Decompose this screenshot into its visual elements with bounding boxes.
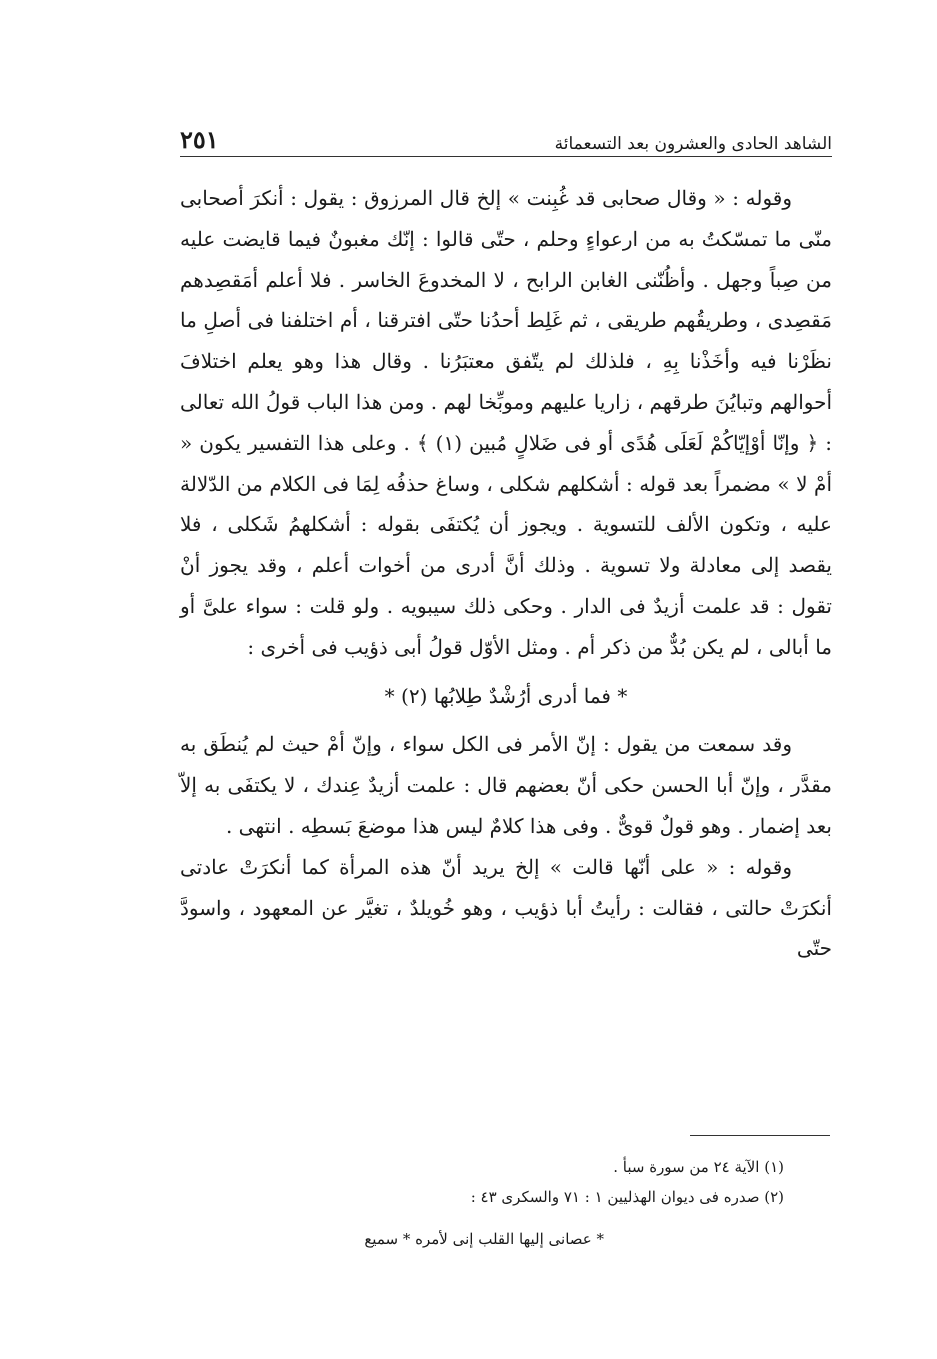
footnote-2: (٢) صدره فى ديوان الهذليين ١ : ٧١ والسكرى ٤٣ : [470,1188,784,1206]
header-title: الشاهد الحادى والعشرون بعد التسعمائة [554,134,832,154]
header-rule [180,156,832,157]
paragraph-3: وقوله : « على أنّها قالت » إلخ يريد أنّ هذه المرأة كما أنكرَتْ عادتى أنكرَتْ حالتى ، فقالت : رأيتُ أبا ذؤيب ، وهو خُويلدٌ ، تغيَّر عن المعهود ، واسودَّ حتّى [180,854,832,961]
footnotes [180,1152,784,1254]
running-header [180,112,832,154]
footnote-1: (١) الآية ٢٤ من سورة سبأ . [613,1158,784,1176]
footnote-rule [690,1135,830,1136]
main-text [180,178,832,969]
page-number: ٢٥١ [180,125,219,154]
paragraph-1: وقوله : « وقال صحابى قد غُبِنت » إلخ قال المرزوق : يقول : أنكرَ أصحابى منّى ما تمسّكتُ به من ارعواءٍ وحلم ، حتّى قالوا : إنّك مغبونٌ فيما قايضت عليه من صِباً وجهل . وأظُنّنى الغابن الرابح ، لا المخدوعَ الخاسر . فلا أعلم أمَقصِدهم مَقصِدى ، وطريقُهم طريقى ، ثم غَلِط أحدُنا حتّى افترقنا ، أم اختلفنا فى أصلِ ما نظَرْنا فيه وأخَذْنا بِهِ ، فلذلك لم يتّفق معتبَرُنا . وقال هذا وهو يعلم اختلافَ أحوالهم وتبايُنَ طرقهم ، زاريا عليهم وموبِّخا لهم . ومن هذا الباب قولُ الله تعالى : ﴿ وإنّا أوْإيّاكُمْ لَعَلَى هُدًى أو فى ضَلالٍ مُبين (١) ﴾ . وعلى هذا التفسير يكون « أمْ لا » مضمراً بعد قوله : أشكلهم شكلى ، وساغ حذفُه لِمَا فى الكلام من الدّلالة عليه ، وتكون الألف للتسوية . ويجوز أن يُكتفَى بقوله : أشكلهمُ شَكلى ، فلا يقصد إلى معادلة ولا تسوية . وذلك أنَّ أدرى من أخوات أعلم ، وقد يجوز أنْ تقول : قد علمت أزيدٌ فى الدار . وحكى ذلك سيبويه . ولو قلت : سواء علىَّ أو ما أبالى ، لم يكن بُدٌّ من ذكر أم . ومثل الأوّل قولُ أبى ذؤيب فى أخرى : [180,186,832,659]
paragraph-2: وقد سمعت من يقول : إنّ الأمر فى الكل سواء ، وإنّ أمْ حيث لم يُنطَق به مقدَّر ، وإنّ أبا الحسن حكى أنّ بعضهم قال : علمت أزيدٌ عِندك ، لا يكتفَى به إلاّ بعد إضمار . وهو قولٌ قوىٌّ . وفى هذا كلامٌ ليس هذا موضعَ بَسطِه . انتهى . [180,732,832,838]
verse-line: * فما أدرى أرُشْدٌ طِلابُها (٢) * [384,683,628,708]
footnote-verse: * عصانى إليها القلب إنى لأمره * سميع [364,1230,604,1248]
